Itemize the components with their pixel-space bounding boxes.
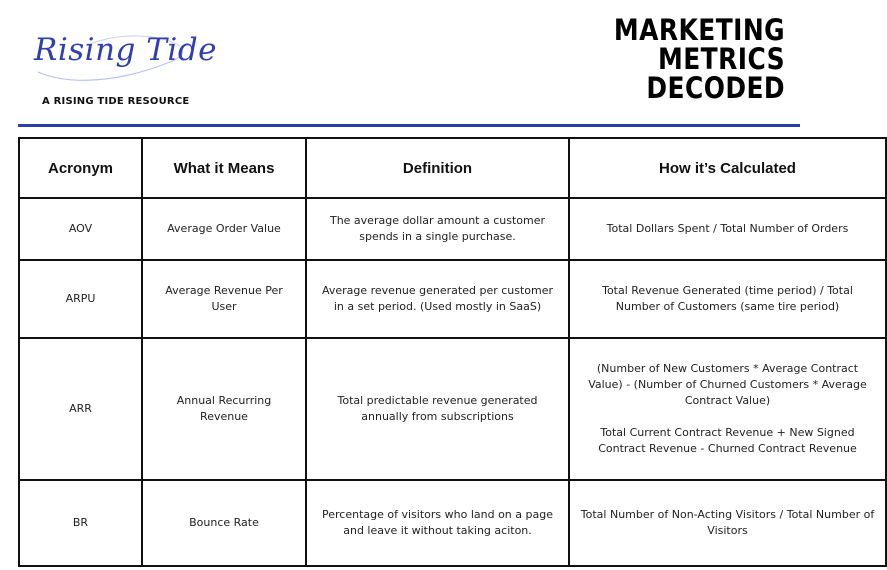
- page-title: [586, 13, 785, 105]
- meaning-cell: Average Revenue Per User: [142, 260, 306, 338]
- header-meaning: What it Means: [142, 138, 306, 198]
- calculation-cell: [569, 338, 886, 480]
- meaning-cell: Bounce Rate: [142, 480, 306, 566]
- metrics-table: [18, 137, 887, 567]
- table-row: [19, 260, 886, 338]
- acronym-cell: AOV: [19, 198, 142, 260]
- header-definition: Definition: [306, 138, 569, 198]
- definition-cell: Total predictable revenue generated annually from subscriptions: [306, 338, 569, 480]
- definition-cell: Percentage of visitors who land on a page and leave it without taking aciton.: [306, 480, 569, 566]
- calculation-formula-1: (Number of New Customers * Average Contract Value) - (Number of Churned Customers * Average Contract Value): [588, 362, 867, 407]
- calculation-cell: Total Dollars Spent / Total Number of Orders: [569, 198, 886, 260]
- calculation-cell: Total Number of Non-Acting Visitors / Total Number of Visitors: [569, 480, 886, 566]
- definition-cell: Average revenue generated per customer in a set period. (Used mostly in SaaS): [306, 260, 569, 338]
- resource-tagline: A RISING TIDE RESOURCE: [42, 96, 190, 107]
- table-row: [19, 338, 886, 480]
- formula-spacer: [580, 409, 875, 425]
- definition-cell: The average dollar amount a customer spends in a single purchase.: [306, 198, 569, 260]
- meaning-cell: Average Order Value: [142, 198, 306, 260]
- table-row: [19, 198, 886, 260]
- title-line-2: METRICS: [657, 42, 785, 76]
- header-acronym: Acronym: [19, 138, 142, 198]
- rising-tide-logo: [30, 28, 218, 88]
- acronym-cell: ARR: [19, 338, 142, 480]
- acronym-cell: BR: [19, 480, 142, 566]
- calculation-formula-2: Total Current Contract Revenue + New Signed Contract Revenue - Churned Contract Revenue: [598, 426, 857, 455]
- header-calculation: How it’s Calculated: [569, 138, 886, 198]
- logo-text: Rising Tide: [34, 32, 218, 68]
- header-divider: [18, 124, 800, 127]
- table-header-row: [19, 138, 886, 198]
- acronym-cell: ARPU: [19, 260, 142, 338]
- meaning-cell: Annual Recurring Revenue: [142, 338, 306, 480]
- table-row: [19, 480, 886, 566]
- title-line-1: MARKETING: [613, 13, 785, 47]
- title-line-3: DECODED: [646, 71, 785, 105]
- calculation-cell: Total Revenue Generated (time period) / Total Number of Customers (same tire period): [569, 260, 886, 338]
